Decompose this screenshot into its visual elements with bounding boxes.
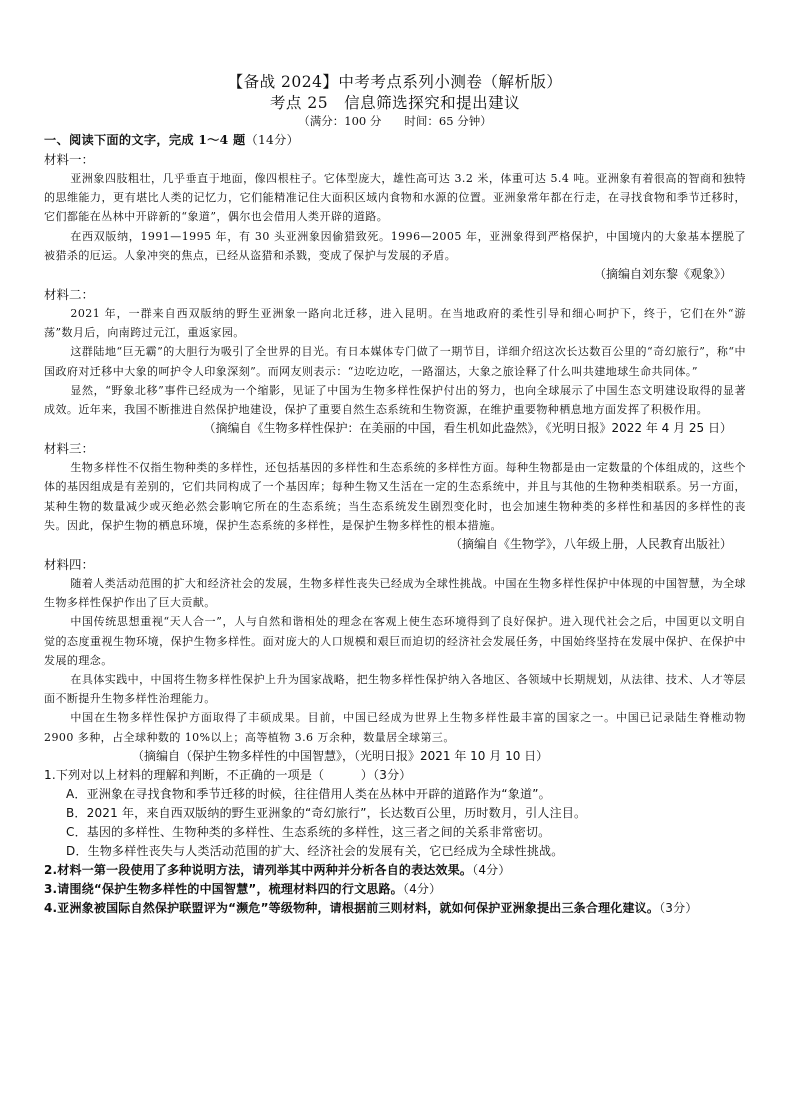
topic-number: 考点 25 — [269, 94, 329, 112]
question-4-points: （3分） — [659, 900, 698, 915]
question-3-points: （4分） — [402, 881, 442, 896]
question-3 — [44, 880, 746, 899]
material-1-paragraph: 亚洲象四肢粗壮，几乎垂直于地面，像四根柱子。它体型庞大，雄性高可达 3.2 米，体重可达 5.4 吨。亚洲象有着很高的智商和独特的思维能力，更有堪比人类的记忆力，它们能精准记住大面积区域内食物和水源的位置。亚洲象常年都在行走，在寻找食物和季节迁移时，它们都能在丛林中开辟新的“象道”，偶尔也会借用人类开辟的道路。 — [44, 172, 746, 224]
question-3-text: 3.请围绕“保护生物多样性的中国智慧”，梳理材料四的行文思路。 — [44, 881, 403, 896]
material-1-label: 材料一： — [44, 152, 95, 167]
question-2-points: （4分） — [472, 862, 511, 877]
material-4-label: 材料四： — [44, 557, 95, 573]
material-1-paragraph: 在西双版纳，1991—1995 年，有 30 头亚洲象因偷猎致死。1996—2005 年，亚洲象得到严格保护，中国境内的大象基本摆脱了被猎杀的厄运。人象冲突的焦点，已经从盗猎和杀戮，变成了保护与发展的矛盾。 — [44, 229, 746, 262]
material-2-paragraph: 这群陆地“巨无霸”的大胆行为吸引了全世界的目光。有日本媒体专门做了一期节目，详细介绍这次长达数百公里的“奇幻旅行”，称“中国政府对迁移中大象的呵护令人印象深刻”。而网友则表示：“边吃边吃，一路溜达，大象之旅诠释了什么叫共建地球生命共同体。” — [44, 345, 746, 378]
question-4 — [44, 899, 746, 918]
material-2-label: 材料二： — [44, 287, 95, 303]
section-heading — [44, 131, 746, 149]
material-3-label: 材料三： — [44, 441, 95, 457]
material-2-paragraph: 2021 年，一群来自西双版纳的野生亚洲象一路向北迁移，进入昆明。在当地政府的柔性引导和细心呵护下，终于，它们在外“游荡”数月后，向南跨过元江，重返家园。 — [44, 307, 746, 340]
material-4-paragraph: 随着人类活动范围的扩大和经济社会的发展，生物多样性丧失已经成为全球性挑战。中国在生物多样性保护中体现的中国智慧，为全球生物多样性保护作出了巨大贡献。 — [44, 577, 746, 610]
exam-subtitle — [44, 93, 746, 113]
exam-meta: （满分：100 分 时间：65 分钟） — [298, 114, 492, 128]
question-1-option-b: B．2021 年，来自西双版纳的野生亚洲象的“奇幻旅行”，长达数百公里，历时数月，引人注目。 — [66, 805, 587, 820]
topic-name: 信息筛选探究和提出建议 — [344, 94, 521, 112]
question-2-text: 2.材料一第一段使用了多种说明方法，请列举其中两种并分析各自的表达效果。 — [44, 862, 473, 877]
question-4-text: 4.亚洲象被国际自然保护联盟评为“濒危”等级物种，请根据前三则材料，就如何保护亚洲象提出三条合理化建议。 — [44, 900, 660, 915]
question-1-option-d: D．生物多样性丧失与人类活动范围的扩大、经济社会的发展有关，它已经成为全球性挑战。 — [66, 843, 564, 858]
material-4-paragraph: 中国在生物多样性保护方面取得了丰硕成果。目前，中国已经成为世界上生物多样性最丰富的国家之一。中国已记录陆生脊椎动物 2900 多种，占全球种数的 10%以上；高等植物 3.6 万余种，数量居全球第三。 — [44, 711, 746, 744]
material-4-paragraph: 在具体实践中，中国将生物多样性保护上升为国家战略，把生物多样性保护纳入各地区、各领域中长期规划，从法律、技术、人才等层面不断提升生物多样性治理能力。 — [44, 673, 746, 706]
exam-title: 【备战 2024】中考考点系列小测卷（解析版） — [227, 73, 563, 91]
question-1: 1.下列对以上材料的理解和判断，不正确的一项是（ ）（3分） — [44, 767, 412, 782]
material-1-source: （摘编自刘东黎《观象》） — [593, 267, 732, 282]
material-4-paragraph: 中国传统思想重视“天人合一”，人与自然和谐相处的理念在客观上使生态环境得到了良好保护。进入现代社会之后，中国更以文明自觉的态度重视生物环境，保护生物多样性。面对庞大的人口规模和艰巨而迫切的经济社会发展任务，中国始终坚持在发展中保护、在保护中发展的理念。 — [44, 615, 746, 667]
material-3-source: （摘编自《生物学》，八年级上册，人民教育出版社） — [449, 537, 732, 552]
section-points: （14分） — [245, 133, 300, 147]
question-1-option-c: C．基因的多样性、生物种类的多样性、生态系统的多样性，这三者之间的关系非常密切。 — [66, 824, 551, 839]
section-heading-text: 一、阅读下面的文字，完成 1～4 题 — [44, 133, 246, 147]
question-2 — [44, 861, 746, 880]
material-3-paragraph: 生物多样性不仅指生物种类的多样性，还包括基因的多样性和生态系统的多样性方面。每种生物都是由一定数量的个体组成的，这些个体的基因组成是有差别的，它们共同构成了一个基因库；每种生物又生活在一定的生态系统中，并且与其他的生物种类相联系。另一方面，某种生物的数量减少或灭绝必然会影响它所在的生态系统；当生态系统发生剧烈变化时，也会加速生物种类的多样性和基因的多样性的丧失。因此，保护生物的栖息环境，保护生态系统的多样性，是保护生物多样性的根本措施。 — [44, 461, 746, 532]
material-2-source: （摘编自《生物多样性保护：在美丽的中国，看生机如此盎然》，《光明日报》2022 年 4 月 25 日） — [203, 421, 732, 436]
material-4-source: （摘编自（保护生物多样性的中国智慧》，（光明日报》2021 年 10 月 10 日） — [132, 748, 549, 763]
question-1-option-a: A．亚洲象在寻找食物和季节迁移的时候，往往借用人类在丛林中开辟的道路作为“象道”。 — [66, 786, 551, 801]
material-2-paragraph: 显然，“野象北移”事件已经成为一个缩影，见证了中国为生物多样性保护付出的努力，也向全球展示了中国生态文明建设取得的显著成效。近年来，我国不断推进自然保护地建设，保护了重要自然生态系统和生物资源，在维护重要物种栖息地方面发挥了积极作用。 — [44, 383, 746, 417]
